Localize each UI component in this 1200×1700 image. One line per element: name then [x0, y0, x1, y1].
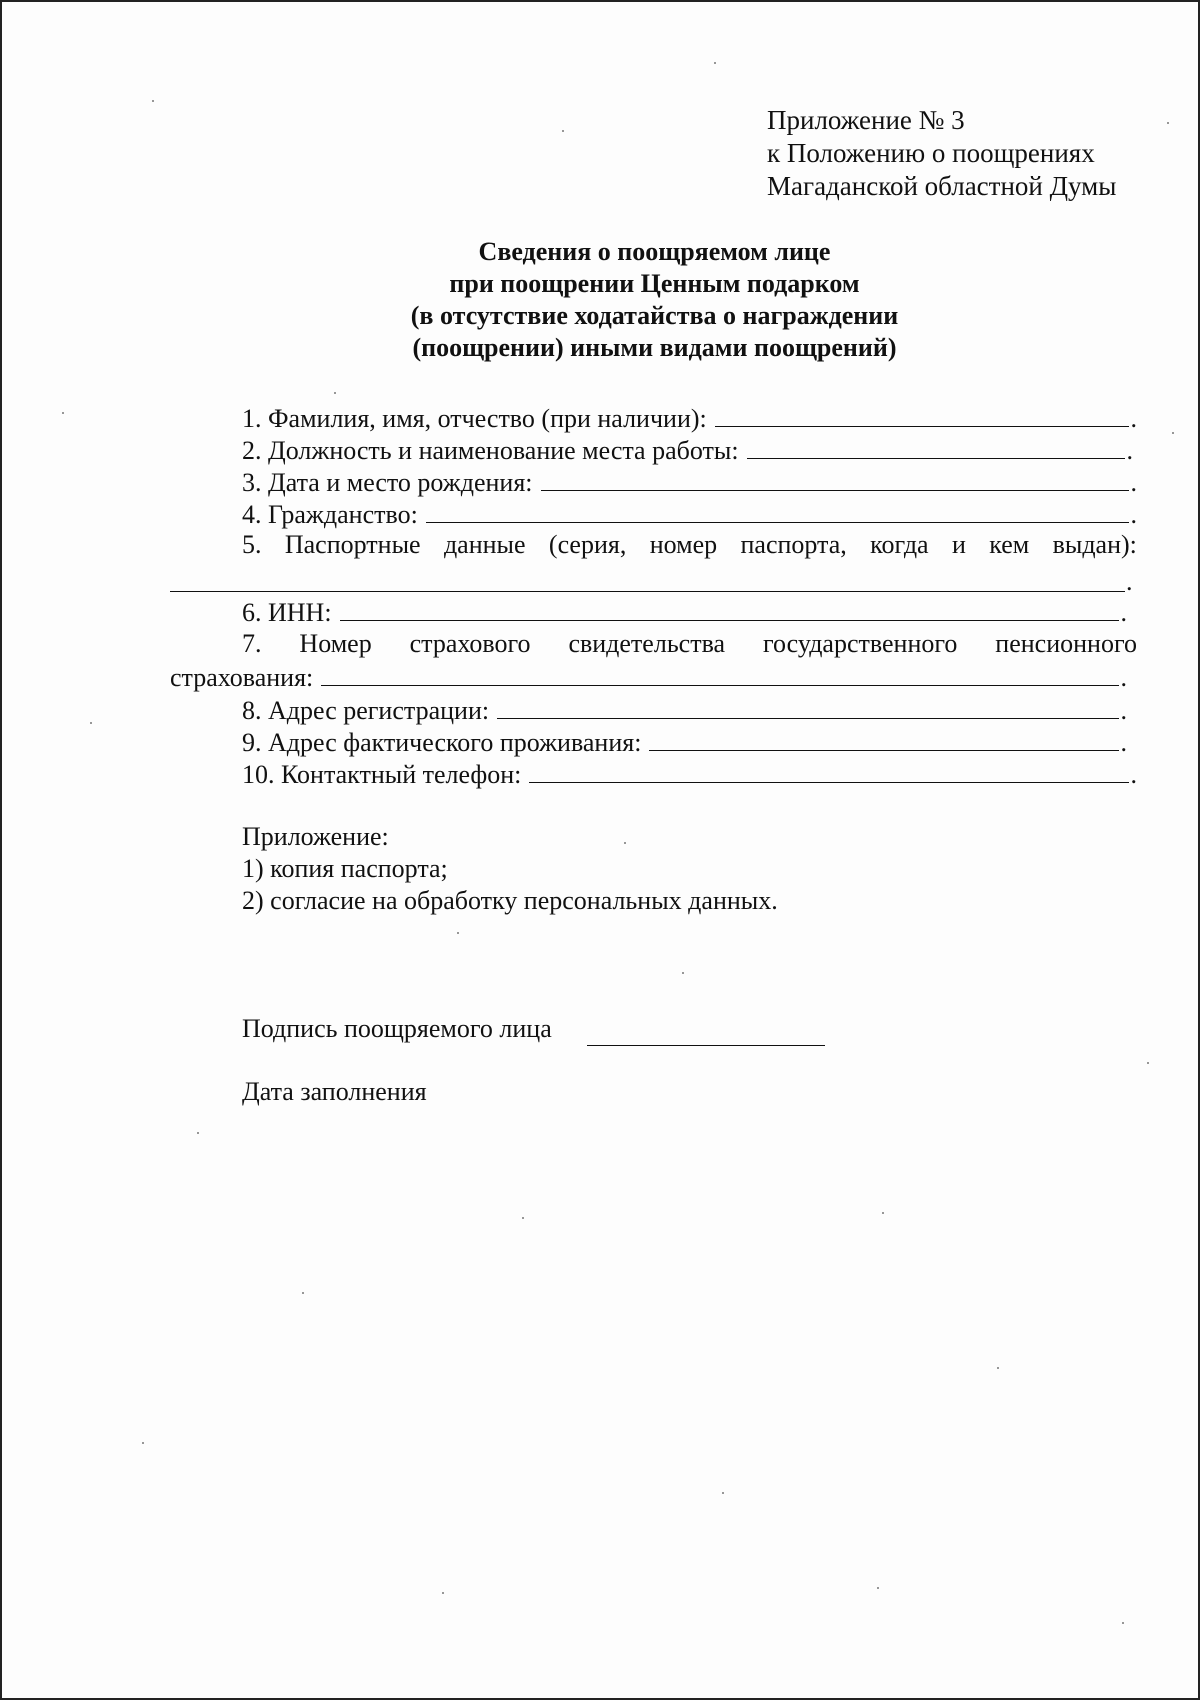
- attachment-item: 1) копия паспорта;: [242, 854, 448, 883]
- actual-address-blank[interactable]: [649, 724, 1118, 751]
- field-label: 3. Дата и место рождения:: [242, 468, 533, 497]
- field-label: 4. Гражданство:: [242, 500, 418, 529]
- field-label: 9. Адрес фактического проживания:: [242, 728, 642, 757]
- attachment-item: 2) согласие на обработку персональных данных.: [242, 886, 778, 915]
- appendix-authority: Магаданской областной Думы: [767, 171, 1117, 201]
- insurance-certificate-blank[interactable]: [321, 659, 1118, 686]
- position-workplace-blank[interactable]: [747, 432, 1125, 459]
- field-label: 8. Адрес регистрации:: [242, 696, 490, 725]
- passport-data-period: .: [1126, 567, 1133, 596]
- citizenship-blank[interactable]: [426, 496, 1129, 523]
- field-full-name: 1. Фамилия, имя, отчество (при наличии): .: [242, 400, 1137, 435]
- field-label: 6. ИНН:: [242, 598, 332, 627]
- field-insurance-certificate: страхования: .: [170, 659, 1127, 694]
- field-insurance-certificate-label: 7. Номер страхового свидетельства государственного пенсионного: [242, 629, 1137, 658]
- appendix-reference: [767, 104, 1116, 203]
- field-actual-address: 9. Адрес фактического проживания: .: [242, 724, 1127, 759]
- field-label: 1. Фамилия, имя, отчество (при наличии):: [242, 404, 707, 433]
- fill-date-label: Дата заполнения: [242, 1077, 427, 1106]
- signature-blank[interactable]: [587, 1044, 825, 1046]
- field-position-workplace: 2. Должность и наименование места работы: .: [242, 432, 1133, 467]
- passport-data-blank[interactable]: [170, 590, 1125, 592]
- full-name-blank[interactable]: [715, 400, 1129, 427]
- document-title: [242, 236, 1067, 364]
- field-label: 2. Должность и наименование места работы:: [242, 436, 739, 465]
- appendix-regulation: к Положению о поощрениях: [767, 138, 1095, 168]
- field-registration-address: 8. Адрес регистрации: .: [242, 692, 1127, 727]
- inn-blank[interactable]: [340, 594, 1119, 621]
- attachments-heading: Приложение:: [242, 822, 389, 851]
- field-birth-date-place: 3. Дата и место рождения: .: [242, 464, 1137, 499]
- field-citizenship: 4. Гражданство: .: [242, 496, 1137, 531]
- contact-phone-blank[interactable]: [529, 756, 1128, 783]
- title-line: при поощрении Ценным подарком: [449, 269, 860, 298]
- field-contact-phone: 10. Контактный телефон: .: [242, 756, 1137, 791]
- title-line: (поощрении) иными видами поощрений): [412, 333, 897, 362]
- title-line: Сведения о поощряемом лице: [478, 237, 831, 266]
- field-label: страхования:: [170, 663, 314, 692]
- title-line: (в отсутствие ходатайства о награждении: [410, 301, 899, 330]
- field-label: 10. Контактный телефон:: [242, 760, 522, 789]
- field-inn: 6. ИНН: .: [242, 594, 1127, 629]
- appendix-number: Приложение № 3: [767, 105, 965, 135]
- signature-label: Подпись поощряемого лица: [242, 1014, 552, 1043]
- birth-date-place-blank[interactable]: [541, 464, 1129, 491]
- registration-address-blank[interactable]: [497, 692, 1118, 719]
- field-passport-data-label: 5. Паспортные данные (серия, номер паспорта, когда и кем выдан):: [242, 530, 1137, 559]
